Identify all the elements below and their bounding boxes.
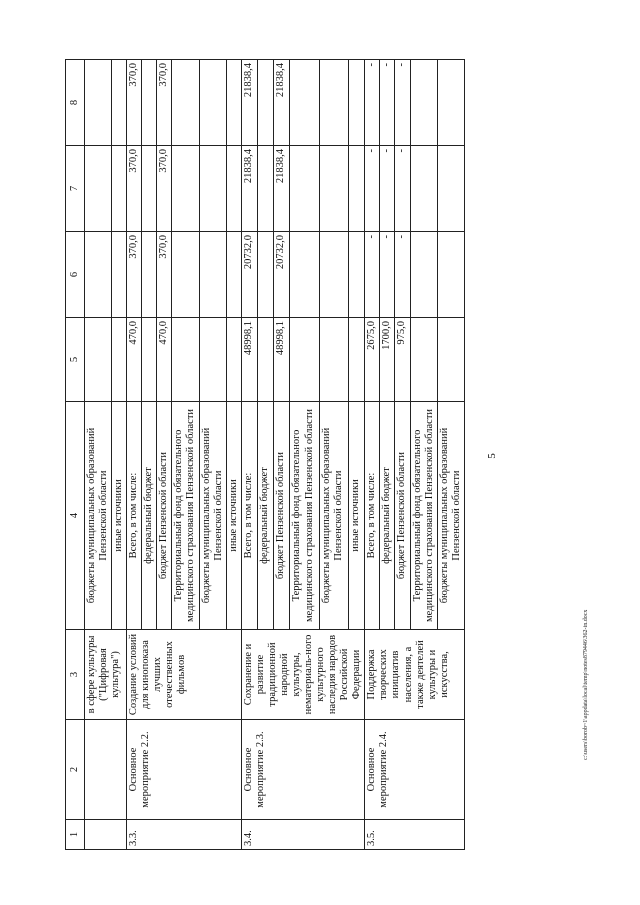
value-cell: -: [365, 232, 380, 318]
value-cell: [226, 232, 241, 318]
value-cell: [85, 60, 112, 146]
value-cell: [142, 318, 157, 402]
row-number-cell: [85, 820, 127, 850]
value-cell: [410, 146, 437, 232]
value-cell: [349, 60, 365, 146]
value-cell: [142, 60, 157, 146]
value-cell: [410, 60, 437, 146]
activity-name-cell: Поддержка творческих инициатив населения, а также деятелей культуры и искусства,: [365, 630, 464, 720]
funding-source-cell: бюджеты муниципальных образований Пензенской области: [319, 402, 348, 630]
funding-source-cell: федеральный бюджет: [257, 402, 273, 630]
value-cell: 370,0: [127, 60, 142, 146]
value-cell: [257, 232, 273, 318]
row-number-cell: 3.4.: [241, 820, 365, 850]
column-number: 1: [66, 820, 85, 850]
value-cell: -: [380, 60, 395, 146]
value-cell: [199, 318, 226, 402]
column-number: 6: [66, 232, 85, 318]
table-row: [365, 60, 380, 850]
table-row: [241, 60, 257, 850]
value-cell: [319, 318, 348, 402]
value-cell: -: [395, 60, 410, 146]
value-cell: [199, 146, 226, 232]
value-cell: [85, 232, 112, 318]
value-cell: [437, 146, 464, 232]
value-cell: [319, 146, 348, 232]
value-cell: 48998,1: [274, 318, 290, 402]
column-number: 5: [66, 318, 85, 402]
value-cell: [349, 232, 365, 318]
value-cell: [172, 146, 199, 232]
value-cell: [437, 232, 464, 318]
funding-source-cell: федеральный бюджет: [142, 402, 157, 630]
value-cell: 470,0: [157, 318, 172, 402]
activity-name-cell: Создание условий для кинопоказа лучших отечественных фильмов: [127, 630, 242, 720]
value-cell: [112, 60, 127, 146]
budget-table: [65, 59, 465, 850]
value-cell: -: [365, 60, 380, 146]
value-cell: [199, 60, 226, 146]
page-number: 5: [485, 453, 498, 459]
funding-source-cell: бюджет Пензенской области: [395, 402, 410, 630]
value-cell: [437, 318, 464, 402]
value-cell: 20732,0: [241, 232, 257, 318]
value-cell: [85, 146, 112, 232]
table-body: [66, 60, 465, 850]
value-cell: -: [395, 146, 410, 232]
value-cell: [349, 146, 365, 232]
value-cell: [172, 60, 199, 146]
value-cell: 975,0: [395, 318, 410, 402]
funding-source-cell: бюджет Пензенской области: [274, 402, 290, 630]
value-cell: [112, 232, 127, 318]
activity-kind-cell: [85, 720, 127, 820]
value-cell: [226, 146, 241, 232]
funding-source-cell: бюджеты муниципальных образований Пензенской области: [199, 402, 226, 630]
value-cell: 470,0: [127, 318, 142, 402]
funding-source-cell: бюджеты муниципальных образований Пензенской области: [85, 402, 112, 630]
value-cell: 21838,4: [274, 60, 290, 146]
value-cell: 370,0: [127, 232, 142, 318]
value-cell: [257, 60, 273, 146]
value-cell: [172, 318, 199, 402]
value-cell: [290, 232, 319, 318]
funding-source-cell: Всего, в том числе:: [127, 402, 142, 630]
funding-source-cell: Всего, в том числе:: [365, 402, 380, 630]
value-cell: [319, 60, 348, 146]
value-cell: -: [395, 232, 410, 318]
funding-source-cell: Всего, в том числе:: [241, 402, 257, 630]
row-number-cell: 3.5.: [365, 820, 464, 850]
value-cell: [410, 318, 437, 402]
column-number: 8: [66, 60, 85, 146]
value-cell: -: [380, 232, 395, 318]
column-number: 3: [66, 630, 85, 720]
funding-source-cell: бюджет Пензенской области: [157, 402, 172, 630]
value-cell: -: [380, 146, 395, 232]
funding-source-cell: бюджеты муниципальных образований Пензенской области: [437, 402, 464, 630]
activity-name-cell: Сохранение и развитие традиционной народной культуры, нематериаль-ного культурного наследия народов Российской Федерации: [241, 630, 365, 720]
value-cell: [226, 318, 241, 402]
funding-source-cell: Территориальный фонд обязательного медицинского страхования Пензенской области: [290, 402, 319, 630]
value-cell: 370,0: [127, 146, 142, 232]
value-cell: 48998,1: [241, 318, 257, 402]
value-cell: [257, 146, 273, 232]
value-cell: 370,0: [157, 146, 172, 232]
value-cell: 21838,4: [274, 146, 290, 232]
activity-name-cell: в сфере культуры ("Цифровая культура"): [85, 630, 127, 720]
value-cell: [290, 60, 319, 146]
column-number: 7: [66, 146, 85, 232]
value-cell: [142, 146, 157, 232]
activity-kind-cell: Основное мероприятие 2.3.: [241, 720, 365, 820]
row-number-cell: 3.3.: [127, 820, 242, 850]
funding-source-cell: федеральный бюджет: [380, 402, 395, 630]
table-row: [85, 60, 112, 850]
rotated-table-area: [65, 60, 565, 850]
funding-source-cell: иные источники: [349, 402, 365, 630]
funding-source-cell: иные источники: [226, 402, 241, 630]
activity-kind-cell: Основное мероприятие 2.2.: [127, 720, 242, 820]
value-cell: [410, 232, 437, 318]
value-cell: [172, 232, 199, 318]
activity-kind-cell: Основное мероприятие 2.4.: [365, 720, 464, 820]
value-cell: [226, 60, 241, 146]
value-cell: [85, 318, 112, 402]
value-cell: 1700,0: [380, 318, 395, 402]
value-cell: 370,0: [157, 232, 172, 318]
value-cell: [142, 232, 157, 318]
value-cell: [437, 60, 464, 146]
funding-source-cell: иные источники: [112, 402, 127, 630]
funding-source-cell: Территориальный фонд обязательного медицинского страхования Пензенской области: [172, 402, 199, 630]
footer-file-path: c:\users\borob~1\appdata\local\temp\notes879446\362-in.docx: [583, 609, 589, 760]
value-cell: [319, 232, 348, 318]
funding-source-cell: Территориальный фонд обязательного медицинского страхования Пензенской области: [410, 402, 437, 630]
value-cell: 21838,4: [241, 146, 257, 232]
column-number-row: [66, 60, 85, 850]
column-number: 2: [66, 720, 85, 820]
value-cell: [257, 318, 273, 402]
table-row: [127, 60, 142, 850]
value-cell: [112, 318, 127, 402]
value-cell: [290, 318, 319, 402]
value-cell: 20732,0: [274, 232, 290, 318]
value-cell: [199, 232, 226, 318]
value-cell: 2675,0: [365, 318, 380, 402]
column-number: 4: [66, 402, 85, 630]
value-cell: [349, 318, 365, 402]
value-cell: [290, 146, 319, 232]
value-cell: -: [365, 146, 380, 232]
value-cell: [112, 146, 127, 232]
value-cell: 21838,4: [241, 60, 257, 146]
value-cell: 370,0: [157, 60, 172, 146]
